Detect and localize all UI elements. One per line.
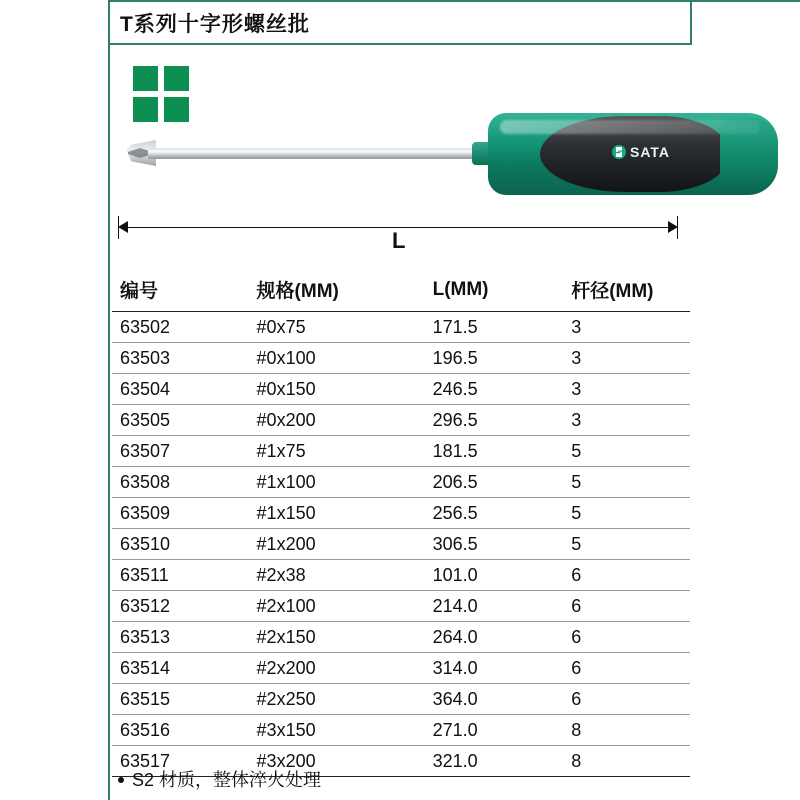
cell-number: 63504 [112, 374, 257, 405]
frame-top-rule [108, 0, 800, 2]
cell-diameter: 3 [571, 343, 690, 374]
dimension-arrow-left-icon [118, 221, 128, 233]
frame-right-rule [690, 0, 692, 45]
cell-length: 171.5 [433, 312, 572, 343]
cell-spec: #1x150 [257, 498, 433, 529]
cell-length: 314.0 [433, 653, 572, 684]
cell-number: 63512 [112, 591, 257, 622]
cell-length: 321.0 [433, 746, 572, 777]
specification-table [112, 272, 690, 777]
cell-number: 63517 [112, 746, 257, 777]
screwdriver-illustration [120, 110, 680, 200]
cell-spec: #2x38 [257, 560, 433, 591]
cell-length: 264.0 [433, 622, 572, 653]
cell-spec: #2x200 [257, 653, 433, 684]
cell-diameter: 6 [571, 684, 690, 715]
cell-spec: #3x150 [257, 715, 433, 746]
bullet-icon [118, 777, 124, 783]
dimension-arrow-right-icon [668, 221, 678, 233]
cell-number: 63514 [112, 653, 257, 684]
cell-spec: #1x100 [257, 467, 433, 498]
cell-length: 214.0 [433, 591, 572, 622]
length-dimension [118, 216, 678, 256]
table-row [112, 560, 690, 591]
column-header-shaft-diameter: 杆径(MM) [571, 272, 690, 312]
column-header-number: 编号 [112, 272, 257, 312]
cell-length: 101.0 [433, 560, 572, 591]
cell-spec: #2x100 [257, 591, 433, 622]
cell-spec: #2x150 [257, 622, 433, 653]
table-row [112, 467, 690, 498]
cell-spec: #2x250 [257, 684, 433, 715]
brand-name: SATA [630, 144, 671, 160]
cell-spec: #0x75 [257, 312, 433, 343]
cell-number: 63507 [112, 436, 257, 467]
dimension-label: L [392, 228, 406, 253]
table-row [112, 498, 690, 529]
cell-diameter: 5 [571, 467, 690, 498]
cell-diameter: 6 [571, 560, 690, 591]
cell-diameter: 6 [571, 622, 690, 653]
cell-spec: #1x200 [257, 529, 433, 560]
title-underline-rule [108, 43, 692, 45]
table-row [112, 653, 690, 684]
cell-spec: #1x75 [257, 436, 433, 467]
footnote [118, 766, 321, 792]
cell-spec: #0x150 [257, 374, 433, 405]
cell-length: 206.5 [433, 467, 572, 498]
cell-diameter: 6 [571, 591, 690, 622]
table-row [112, 529, 690, 560]
table-row [112, 436, 690, 467]
cross-quadrant-top-left [133, 66, 158, 91]
cell-number: 63502 [112, 312, 257, 343]
column-header-spec: 规格(MM) [257, 272, 433, 312]
cell-diameter: 5 [571, 529, 690, 560]
column-header-length: L(MM) [433, 272, 572, 312]
table-row [112, 343, 690, 374]
cell-number: 63505 [112, 405, 257, 436]
cell-diameter: 8 [571, 746, 690, 777]
cell-length: 181.5 [433, 436, 572, 467]
cell-length: 271.0 [433, 715, 572, 746]
cell-spec: #0x100 [257, 343, 433, 374]
cell-length: 296.5 [433, 405, 572, 436]
table-header-row [112, 272, 690, 312]
cell-length: 256.5 [433, 498, 572, 529]
cell-diameter: 8 [571, 715, 690, 746]
cell-number: 63513 [112, 622, 257, 653]
page-title: T系列十字形螺丝批 [120, 13, 310, 36]
cell-diameter: 3 [571, 312, 690, 343]
cell-diameter: 5 [571, 436, 690, 467]
table-row [112, 591, 690, 622]
cell-length: 246.5 [433, 374, 572, 405]
table-row [112, 312, 690, 343]
screwdriver-handle-highlight [500, 120, 760, 134]
cell-number: 63511 [112, 560, 257, 591]
cell-number: 63510 [112, 529, 257, 560]
screwdriver-shaft [148, 148, 478, 159]
cell-length: 306.5 [433, 529, 572, 560]
cell-diameter: 5 [571, 498, 690, 529]
brand-logo [612, 144, 670, 160]
frame-left-rule [108, 0, 110, 800]
cell-diameter: 6 [571, 653, 690, 684]
table-row [112, 684, 690, 715]
table-row [112, 405, 690, 436]
cell-number: 63503 [112, 343, 257, 374]
cell-length: 364.0 [433, 684, 572, 715]
footnote-text: S2 材质，整体淬火处理 [132, 770, 322, 790]
cell-spec: #0x200 [257, 405, 433, 436]
table-row [112, 622, 690, 653]
cell-length: 196.5 [433, 343, 572, 374]
table-row [112, 715, 690, 746]
table-row [112, 374, 690, 405]
cell-number: 63516 [112, 715, 257, 746]
cell-spec: #3x200 [257, 746, 433, 777]
cross-quadrant-top-right [164, 66, 189, 91]
cell-number: 63508 [112, 467, 257, 498]
cell-number: 63515 [112, 684, 257, 715]
cell-number: 63509 [112, 498, 257, 529]
cell-diameter: 3 [571, 374, 690, 405]
cell-diameter: 3 [571, 405, 690, 436]
sata-logo-icon [612, 145, 626, 159]
